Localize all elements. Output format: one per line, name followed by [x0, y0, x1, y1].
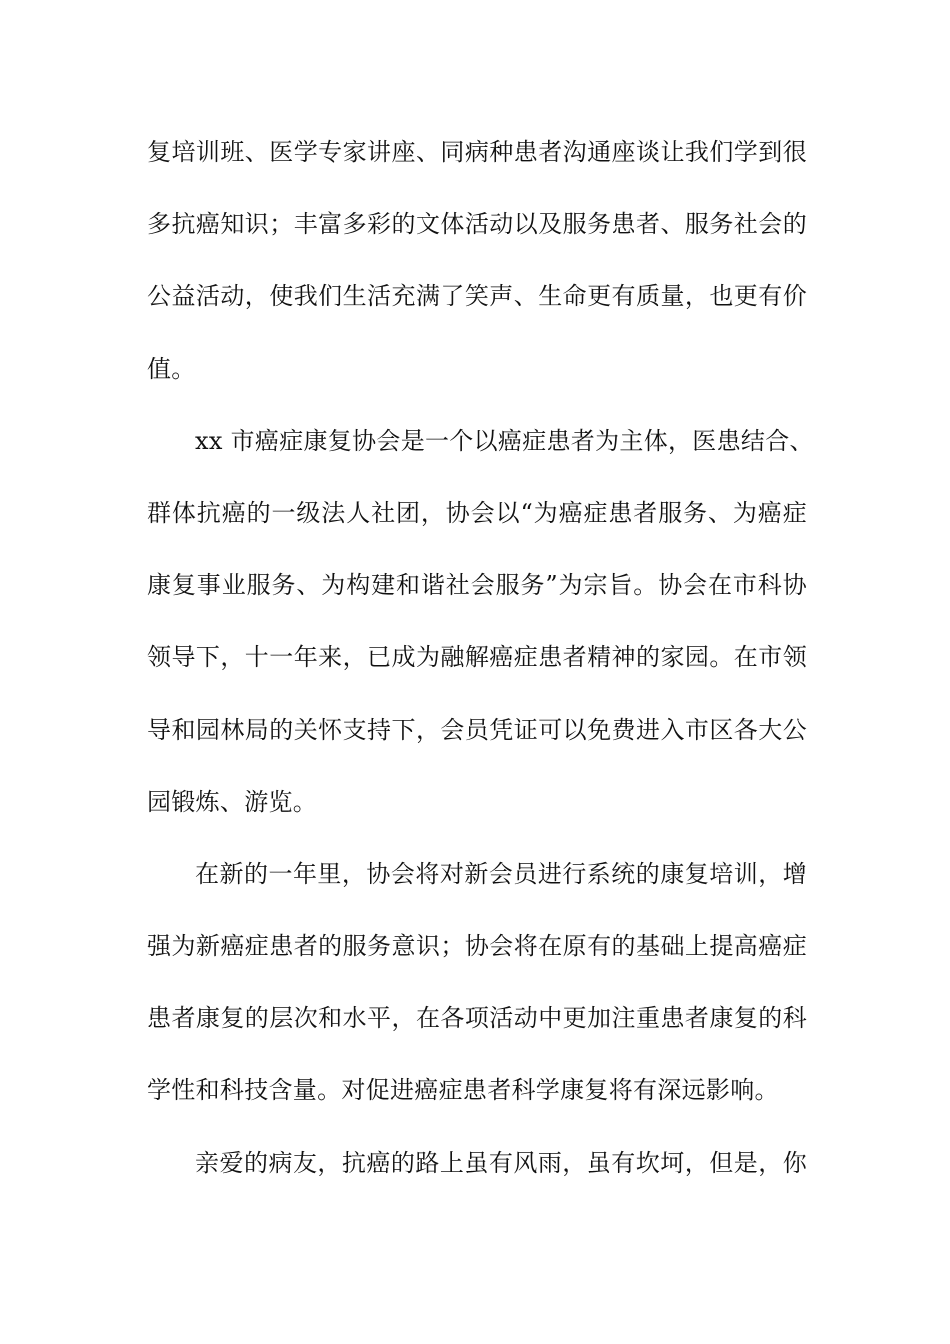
- text-line: 多抗癌知识；丰富多彩的文体活动以及服务患者、服务社会的: [147, 210, 807, 239]
- text-line: 值。: [147, 354, 196, 383]
- text-line: 学性和科技含量。对促进癌症患者科学康复将有深远影响。: [147, 1076, 779, 1105]
- document-body: [147, 128, 814, 1211]
- text-line: 领导下，十一年来，已成为融解癌症患者精神的家园。在市领: [147, 643, 807, 672]
- text-line: 公益活动，使我们生活充满了笑声、生命更有质量，也更有价: [147, 282, 807, 311]
- text-line: 导和园林局的关怀支持下，会员凭证可以免费进入市区各大公: [147, 715, 807, 744]
- paragraph-first-line: 在新的一年里，协会将对新会员进行系统的康复培训，增: [195, 859, 807, 888]
- text-line: 患者康复的层次和水平，在各项活动中更加注重患者康复的科: [147, 1004, 807, 1033]
- text-line: 复培训班、医学专家讲座、同病种患者沟通座谈让我们学到很: [147, 138, 807, 166]
- text-line: 园锻炼、游览。: [147, 787, 318, 816]
- paragraph-first-line: xx 市癌症康复协会是一个以癌症患者为主体，医患结合、: [195, 426, 814, 455]
- text-line: 群体抗癌的一级法人社团，协会以“为癌症患者服务、为癌症: [147, 498, 807, 527]
- text-line: 强为新癌症患者的服务意识；协会将在原有的基础上提高癌症: [147, 932, 807, 961]
- paragraph-first-line: 亲爱的病友，抗癌的路上虽有风雨，虽有坎坷，但是，你: [195, 1148, 807, 1177]
- text-line: 康复事业服务、为构建和谐社会服务”为宗旨。协会在市科协: [147, 571, 807, 600]
